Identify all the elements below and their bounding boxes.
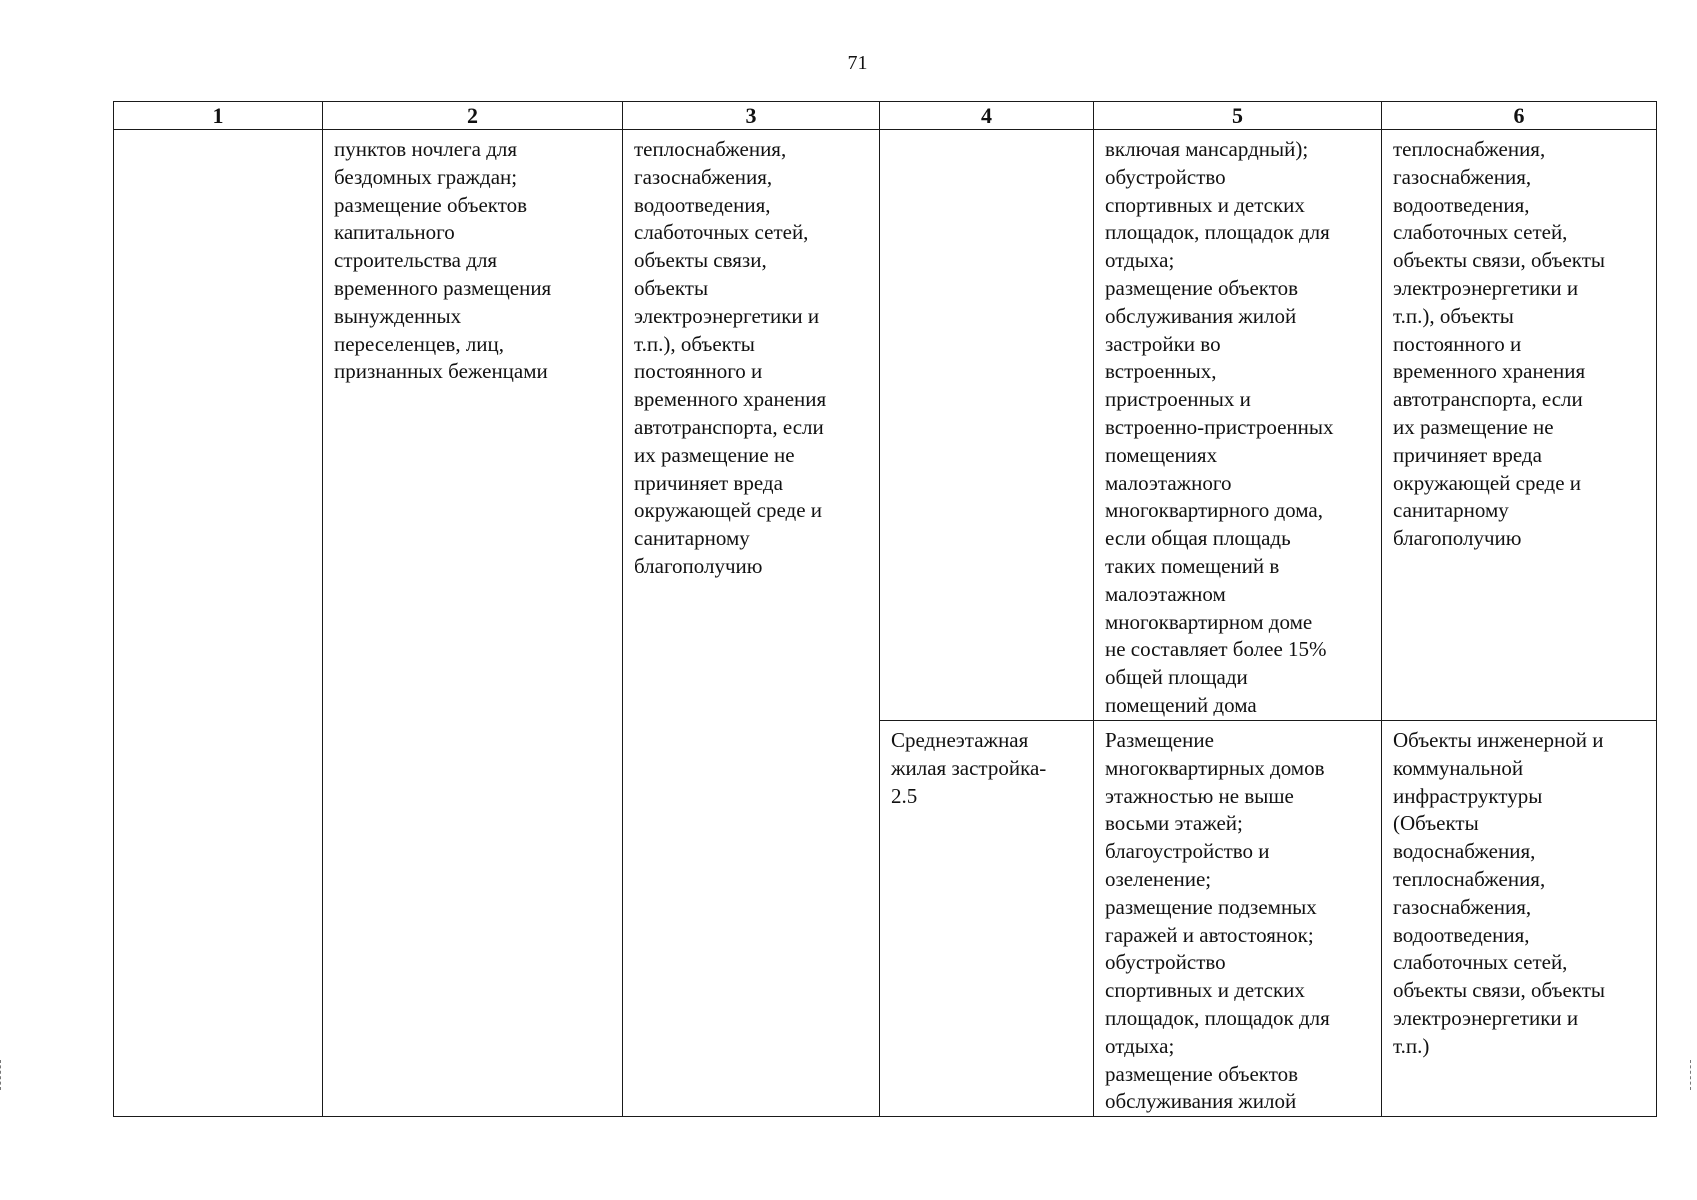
- text-line: т.п.), объекты: [634, 331, 755, 356]
- text-line: площадок, площадок для: [1105, 1005, 1330, 1030]
- cell-col-4: [880, 130, 1094, 721]
- text-line: теплоснабжения,: [1393, 137, 1546, 161]
- table-row: [114, 130, 1657, 721]
- text-line: размещение объектов: [1105, 275, 1299, 300]
- text-line: водоотведения,: [634, 192, 771, 217]
- text-line: обустройство: [1105, 950, 1226, 975]
- header-row: [114, 102, 1657, 130]
- text-line: переселенцев, лиц,: [334, 331, 505, 356]
- text-line: жилая застройка-: [891, 755, 1047, 780]
- cell-col-6-row-2: [1382, 721, 1657, 1117]
- page-number: 71: [847, 52, 868, 74]
- text-line: автотранспорта, если: [634, 414, 824, 439]
- text-line: многоквартирных домов: [1105, 755, 1325, 780]
- text-line: временного хранения: [634, 387, 827, 412]
- text-line: этажностью не выше: [1105, 783, 1294, 808]
- text-line: причиняет вреда: [1393, 442, 1542, 467]
- text-line: пристроенных и: [1105, 387, 1251, 412]
- text-line: слаботочных сетей,: [1393, 220, 1568, 245]
- text-line: включая мансардный);: [1105, 137, 1309, 161]
- text-line: благополучию: [1393, 526, 1522, 551]
- text-line: многоквартирного дома,: [1105, 498, 1323, 523]
- cell-col-4-row-2: [880, 721, 1094, 1117]
- text-line: санитарному: [1393, 498, 1509, 523]
- text-line: их размещение не: [634, 442, 795, 467]
- text-line: объекты связи, объекты: [1393, 248, 1606, 273]
- text-line: газоснабжения,: [634, 164, 773, 189]
- header-col-2: 2: [323, 102, 623, 130]
- text-line: обустройство: [1105, 164, 1226, 189]
- text-line: автотранспорта, если: [1393, 387, 1583, 412]
- text-line: капитального: [334, 220, 455, 245]
- text-line: Размещение: [1105, 728, 1214, 752]
- text-line: размещение объектов: [334, 192, 528, 217]
- text-line: вынужденных: [334, 303, 462, 328]
- text-line: окружающей среде и: [634, 498, 823, 523]
- text-line: санитарному: [634, 526, 750, 551]
- header-col-5: 5: [1094, 102, 1382, 130]
- text-line: т.п.): [1393, 1033, 1430, 1058]
- text-line: многоквартирном доме: [1105, 609, 1313, 634]
- text-line: озеленение;: [1105, 866, 1212, 891]
- text-line: малоэтажном: [1105, 581, 1226, 606]
- text-line: коммунальной: [1393, 755, 1524, 780]
- text-line: таких помещений в: [1105, 553, 1280, 578]
- text-line: водоснабжения,: [1393, 839, 1536, 864]
- text-line: газоснабжения,: [1393, 164, 1532, 189]
- text-line: обслуживания жилой: [1105, 1089, 1297, 1114]
- text-line: не составляет более 15%: [1105, 637, 1327, 662]
- text-line: спортивных и детских: [1105, 192, 1305, 217]
- text-line: гаражей и автостоянок;: [1105, 922, 1314, 947]
- scan-edge-mark-right: [1690, 1060, 1695, 1090]
- text-line: т.п.), объекты: [1393, 303, 1514, 328]
- text-line: водоотведения,: [1393, 192, 1530, 217]
- text-line: отдыха;: [1105, 248, 1175, 273]
- text-line: помещениях: [1105, 442, 1218, 467]
- text-line: пунктов ночлега для: [334, 137, 518, 161]
- text-line: восьми этажей;: [1105, 811, 1243, 836]
- text-line: слаботочных сетей,: [634, 220, 809, 245]
- text-line: объекты связи,: [634, 248, 767, 273]
- text-line: благополучию: [634, 553, 763, 578]
- text-line: электроэнергетики и: [1393, 275, 1579, 300]
- text-line: встроенно-пристроенных: [1105, 414, 1334, 439]
- text-line: газоснабжения,: [1393, 894, 1532, 919]
- text-line: размещение объектов: [1105, 1061, 1299, 1086]
- text-line: отдыха;: [1105, 1033, 1175, 1058]
- text-line: 2.5: [891, 783, 918, 808]
- text-line: (Объекты: [1393, 811, 1479, 836]
- cell-col-6: [1382, 130, 1657, 721]
- text-line: если общая площадь: [1105, 526, 1291, 551]
- cell-col-1: [114, 130, 323, 1117]
- header-col-1: 1: [114, 102, 323, 130]
- text-line: общей площади: [1105, 665, 1248, 690]
- text-line: окружающей среде и: [1393, 470, 1582, 495]
- text-line: благоустройство и: [1105, 839, 1270, 864]
- text-line: обслуживания жилой: [1105, 303, 1297, 328]
- text-line: инфраструктуры: [1393, 783, 1543, 808]
- text-line: помещений дома: [1105, 692, 1257, 717]
- text-line: размещение подземных: [1105, 894, 1317, 919]
- text-line: спортивных и детских: [1105, 978, 1305, 1003]
- text-line: Среднеэтажная: [891, 728, 1029, 752]
- text-line: площадок, площадок для: [1105, 220, 1330, 245]
- text-line: водоотведения,: [1393, 922, 1530, 947]
- text-line: их размещение не: [1393, 414, 1554, 439]
- header-col-4: 4: [880, 102, 1094, 130]
- text-line: электроэнергетики и: [1393, 1005, 1579, 1030]
- text-line: теплоснабжения,: [1393, 866, 1546, 891]
- header-col-6: 6: [1382, 102, 1657, 130]
- text-line: временного размещения: [334, 275, 552, 300]
- cell-col-3: [623, 130, 880, 1117]
- cell-col-2: [323, 130, 623, 1117]
- text-line: объекты связи, объекты: [1393, 978, 1606, 1003]
- text-line: строительства для: [334, 248, 498, 273]
- text-line: причиняет вреда: [634, 470, 783, 495]
- scan-edge-mark-left: [0, 1060, 5, 1090]
- text-line: электроэнергетики и: [634, 303, 820, 328]
- text-line: объекты: [634, 275, 709, 300]
- text-line: бездомных граждан;: [334, 164, 518, 189]
- text-line: признанных беженцами: [334, 359, 548, 384]
- text-line: Объекты инженерной и: [1393, 728, 1604, 752]
- text-line: постоянного и: [634, 359, 763, 384]
- text-line: слаботочных сетей,: [1393, 950, 1568, 975]
- header-col-3: 3: [623, 102, 880, 130]
- text-line: теплоснабжения,: [634, 137, 787, 161]
- text-line: малоэтажного: [1105, 470, 1232, 495]
- text-line: застройки во: [1105, 331, 1221, 356]
- land-use-table: [113, 101, 1657, 1117]
- text-line: временного хранения: [1393, 359, 1586, 384]
- cell-col-5-row-2: [1094, 721, 1382, 1117]
- cell-col-5: [1094, 130, 1382, 721]
- text-line: постоянного и: [1393, 331, 1522, 356]
- text-line: встроенных,: [1105, 359, 1217, 384]
